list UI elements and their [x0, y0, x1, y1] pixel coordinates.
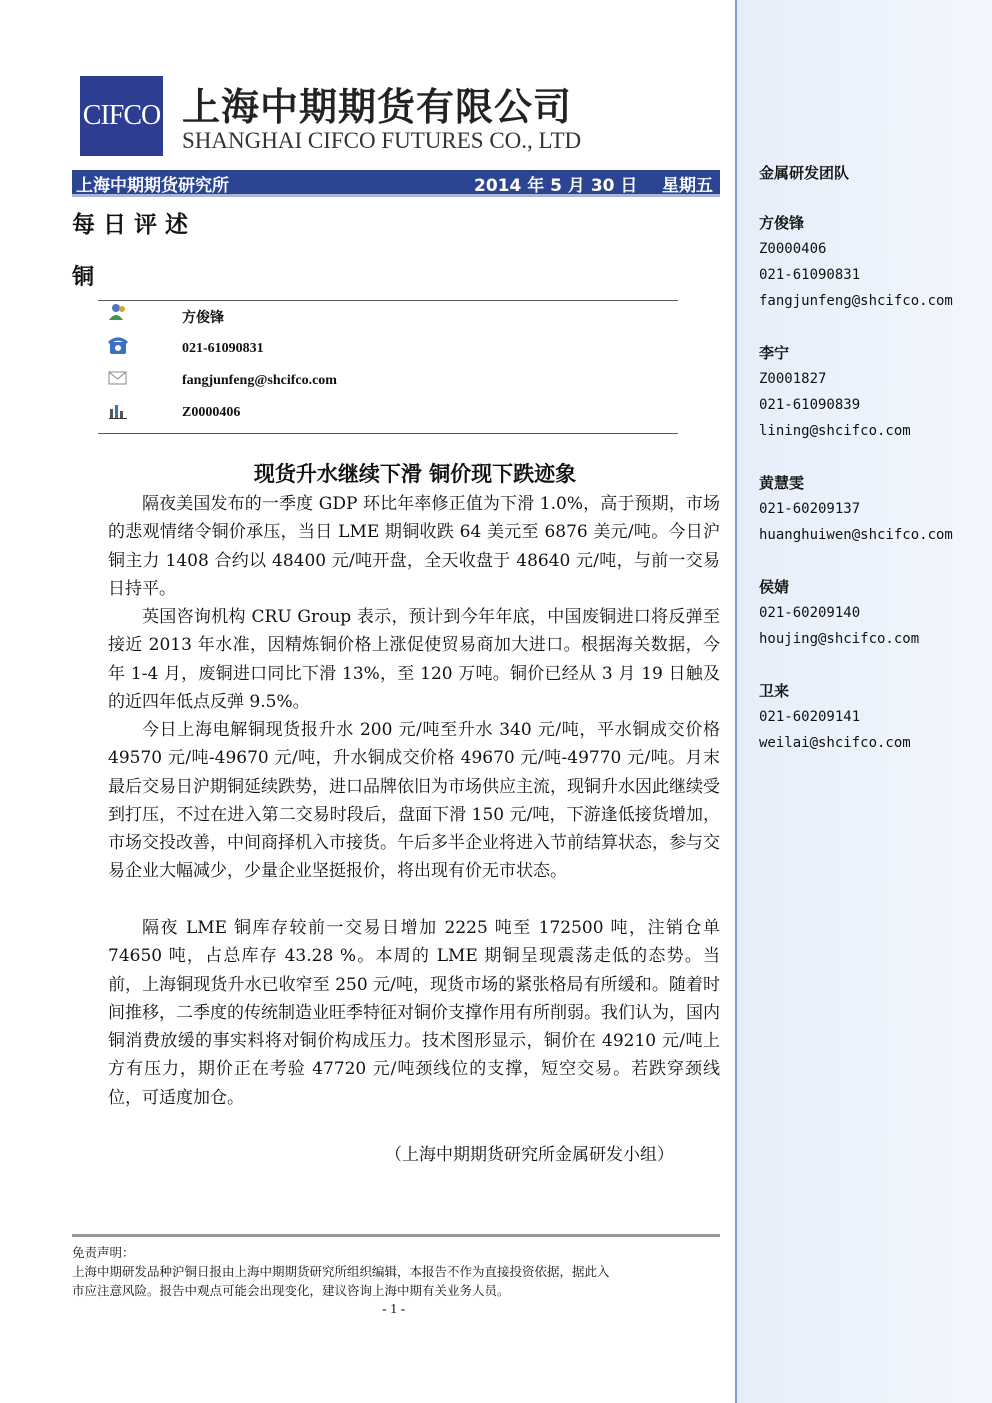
analyst-phone: 021-60209140 [759, 605, 861, 621]
envelope-icon [108, 369, 128, 387]
contact-row-email [98, 369, 678, 395]
contact-row-phone [98, 337, 678, 363]
analyst-name: 侯婧 [759, 578, 790, 596]
variety-title: 铜 [72, 264, 95, 290]
team-title: 金属研发团队 [759, 164, 850, 182]
report-date: 2014 年 5 月 30 日 [474, 176, 638, 196]
analyst-email: fangjunfeng@shcifco.com [759, 293, 953, 309]
disclaimer-line: 上海中期研发品种沪铜日报由上海中期期货研究所组织编辑，本报告不作为直接投资依据，据此入 [72, 1264, 610, 1279]
company-logo-mark [80, 76, 163, 156]
section-title: 每日评述 [72, 211, 196, 238]
contact-row-license [98, 401, 678, 427]
contact-email: fangjunfeng@shcifco.com [182, 373, 337, 388]
author-contact-box [98, 300, 678, 434]
analyst-email: houjing@shcifco.com [759, 631, 920, 647]
analyst-phone: 021-60209141 [759, 709, 861, 725]
research-team-sidebar [735, 0, 992, 1403]
logo-mark-text: CIFCO [82, 100, 161, 131]
article-signoff: （上海中期期货研究所金属研发小组） [385, 1145, 674, 1165]
institute-name: 上海中期期货研究所 [76, 176, 229, 196]
phone-icon [108, 337, 128, 355]
analyst-phone: 021-61090831 [759, 267, 861, 283]
chart-icon [108, 401, 128, 419]
analyst-name: 方俊锋 [759, 214, 805, 232]
analyst-card [759, 574, 919, 652]
contact-row-name [98, 303, 678, 329]
report-weekday: 星期五 [662, 176, 713, 196]
analyst-name: 李宁 [759, 344, 790, 362]
analyst-card [759, 470, 953, 548]
article-paragraph: 隔夜美国发布的一季度 GDP 环比年率修正值为下滑 1.0%，高于预期，市场的悲观情绪令铜价承压，当日 LME 期铜收跌 64 美元至 6876 美元/吨。今日沪铜主力 1408 合约以 48400 元/吨开盘，全天收盘于 48640 元/吨，与前一交易日持平。 [108, 494, 720, 599]
analyst-name: 黄慧雯 [759, 474, 805, 492]
disclaimer-title: 免责声明： [72, 1245, 135, 1260]
disclaimer-line: 市应注意风险。报告中观点可能会出现变化，建议咨询上海中期有关业务人员。 [72, 1283, 510, 1298]
analyst-license: Z0001827 [759, 371, 827, 387]
analyst-card [759, 340, 911, 444]
company-name-en: SHANGHAI CIFCO FUTURES CO., LTD [182, 128, 582, 153]
contact-phone: 021-61090831 [182, 341, 264, 356]
article-paragraph: 英国咨询机构 CRU Group 表示，预计到今年年底，中国废铜进口将反弹至接近 2013 年水准，因精炼铜价格上涨促使贸易商加大进口。根据海关数据，今年 1-4 月，废铜进口同比下滑 13%，至 120 万吨。铜价已经从 3 月 19 日触及的近四年低点反弹 9.5%。 [108, 607, 720, 712]
analyst-license: Z0000406 [759, 241, 827, 257]
page-number: - 1 - [382, 1302, 406, 1317]
article-paragraph: 今日上海电解铜现货报升水 200 元/吨至升水 340 元/吨，平水铜成交价格 49570 元/吨-49670 元/吨，升水铜成交价格 49670 元/吨-49770 元/吨。月末最后交易日沪期铜延续跌势，进口品牌依旧为市场供应主流，现铜升水因此继续受到打压，不过在进入第二交易时段后，盘面下滑 150 元/吨，下游逢低接货增加，市场交投改善，中间商择机入市接货。午后多半企业将进入节前结算状态，参与交易企业大幅减少，少量企业坚挺报价，将出现有价无市状态。 [108, 720, 720, 882]
contact-name: 方俊锋 [182, 311, 224, 326]
report-header-bar [72, 170, 720, 197]
analyst-email: weilai@shcifco.com [759, 735, 911, 751]
analyst-phone: 021-60209137 [759, 501, 861, 517]
analyst-phone: 021-61090839 [759, 397, 861, 413]
analyst-card [759, 210, 953, 314]
contact-license: Z0000406 [182, 405, 241, 420]
article-paragraph: 隔夜 LME 铜库存较前一交易日增加 2225 吨至 172500 吨，注销仓单 74650 吨，占总库存 43.28 %。本周的 LME 期铜呈现震荡走低的态势。当前，上海铜现货升水已收窄至 250 元/吨，现货市场的紧张格局有所缓和。随着时间推移，二季度的传统制造业旺季特征对铜价支撑作用有所削弱。我们认为，国内铜消费放缓的事实料将对铜价构成压力。技术图形显示，铜价在 49210 元/吨上方有压力，期价正在考验 47720 元/吨颈线位的支撑，短空交易。若跌穿颈线位，可适度加仓。 [108, 918, 720, 1108]
footer-divider [72, 1234, 720, 1237]
analyst-email: huanghuiwen@shcifco.com [759, 527, 953, 543]
company-name-cn: 上海中期期货有限公司 [182, 85, 573, 129]
analyst-email: lining@shcifco.com [759, 423, 911, 439]
person-icon [108, 303, 128, 321]
analyst-card [759, 678, 911, 756]
analyst-name: 卫来 [759, 682, 790, 700]
article-headline: 现货升水继续下滑 铜价现下跌迹象 [253, 462, 577, 486]
